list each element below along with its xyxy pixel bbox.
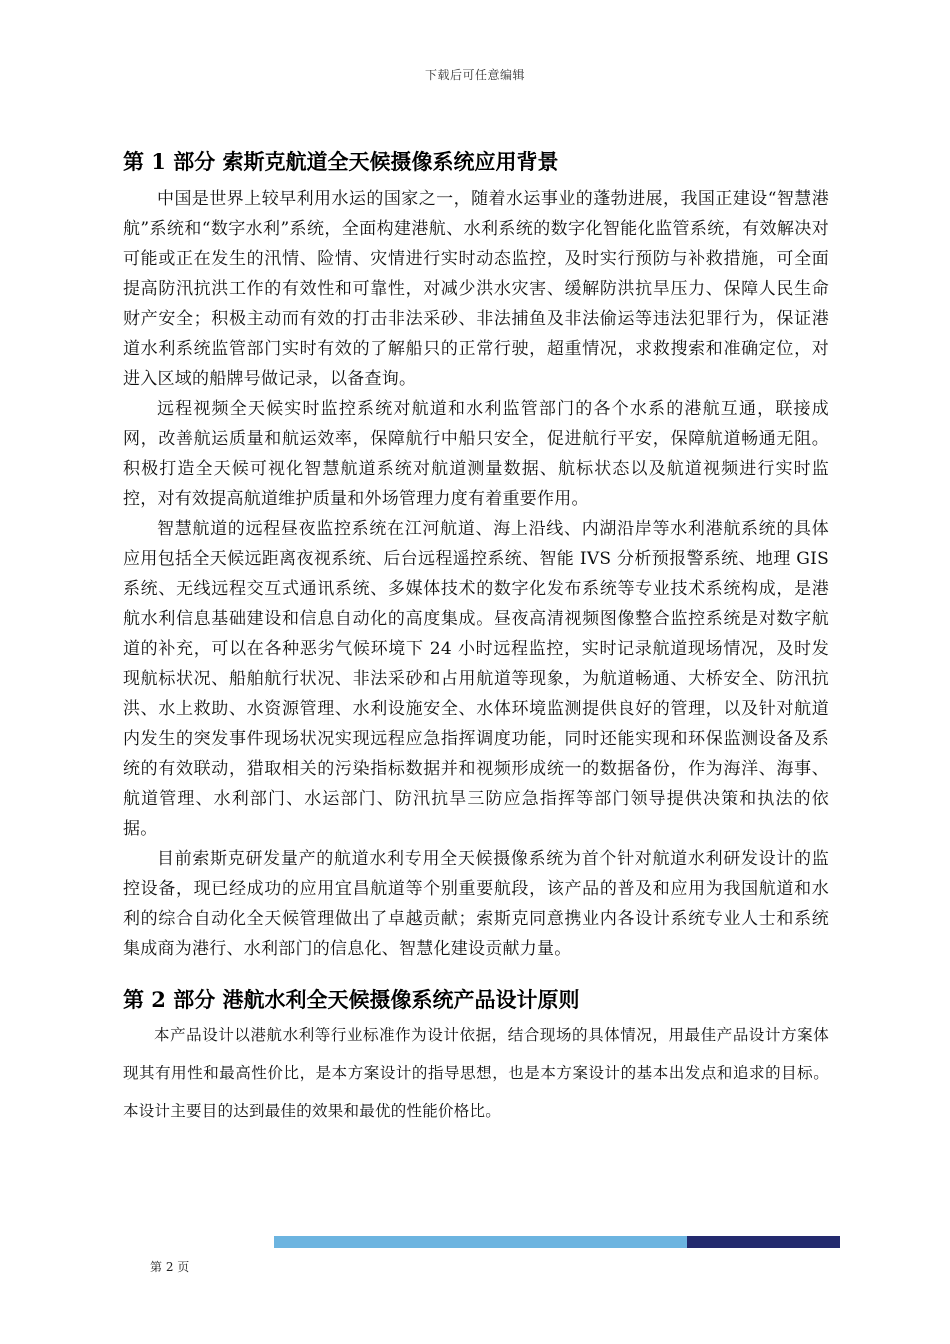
document-body bbox=[123, 146, 829, 1130]
section-2-title: 第 2 部分 港航水利全天候摄像系统产品设计原则 bbox=[123, 987, 580, 1012]
section-1-paragraph-4: 目前索斯克研发量产的航道水利专用全天候摄像系统为首个针对航道水利研发设计的监控设备，现已经成功的应用宜昌航道等个别重要航段，该产品的普及和应用为我国航道和水利的综合自动化全天候管理做出了卓越贡献；索斯克同意携业内各设计系统专业人士和系统集成商为港行、水利部门的信息化、智慧化建设贡献力量。 bbox=[123, 849, 829, 959]
section-1-paragraph-1: 中国是世界上较早利用水运的国家之一，随着水运事业的蓬勃进展，我国正建设“智慧港航”系统和“数字水利”系统，全面构建港航、水利系统的数字化智能化监管系统，有效解决对可能或正在发生的汛情、险情、灾情进行实时动态监控，及时实行预防与补救措施，可全面提高防汛抗洪工作的有效性和可靠性，对减少洪水灾害、缓解防洪抗旱压力、保障人民生命财产安全；积极主动而有效的打击非法采砂、非法捕鱼及非法偷运等违法犯罪行为，保证港道水利系统监管部门实时有效的了解船只的正常行驶，超重情况，求救搜索和准确定位，对进入区域的船牌号做记录，以备查询。 bbox=[123, 189, 829, 389]
footer-decorative-bar bbox=[274, 1236, 840, 1248]
page-header: 下载后可任意编辑 bbox=[424, 68, 525, 82]
section-1 bbox=[123, 146, 829, 964]
section-1-title: 第 1 部分 索斯克航道全天候摄像系统应用背景 bbox=[123, 149, 559, 174]
page-number: 第 2 页 bbox=[150, 1260, 190, 1274]
section-1-paragraph-2: 远程视频全天候实时监控系统对航道和水利监管部门的各个水系的港航互通，联接成网，改善航运质量和航运效率，保障航行中船只安全，促进航行平安，保障航道畅通无阻。积极打造全天候可视化智慧航道系统对航道测量数据、航标状态以及航道视频进行实时监控，对有效提高航道维护质量和外场管理力度有着重要作用。 bbox=[123, 399, 829, 509]
section-1-paragraph-3: 智慧航道的远程昼夜监控系统在江河航道、海上沿线、内湖沿岸等水利港航系统的具体应用包括全天候远距离夜视系统、后台远程遥控系统、智能 IVS 分析预报警系统、地理 GIS 系统、无线远程交互式通讯系统、多媒体技术的数字化发布系统等专业技术系统构成，是港航水利信息基础建设和信息自动化的高度集成。昼夜高清视频图像整合监控系统是对数字航道的补充，可以在各种恶劣气候环境下 24 小时远程监控，实时记录航道现场情况，及时发现航标状况、船舶航行状况、非法采砂和占用航道等现象，为航道畅通、大桥安全、防汛抗洪、水上救助、水资源管理、水利设施安全、水体环境监测提供良好的管理，以及针对航道内发生的突发事件现场状况实现远程应急指挥调度功能，同时还能实现和环保监测设备及系统的有效联动，猎取相关的污染指标数据并和视频形成统一的数据备份，作为海洋、海事、航道管理、水利部门、水运部门、防汛抗旱三防应急指挥等部门领导提供决策和执法的依据。 bbox=[123, 519, 829, 839]
section-2-paragraph-1: 本产品设计以港航水利等行业标准作为设计依据，结合现场的具体情况，用最佳产品设计方案体现其有用性和最高性价比，是本方案设计的指导思想，也是本方案设计的基本出发点和追求的目标。本设计主要目的达到最佳的效果和最优的性能价格比。 bbox=[123, 1026, 829, 1120]
section-2 bbox=[123, 984, 829, 1130]
footer-bar-dark-segment bbox=[687, 1236, 840, 1248]
footer-bar-light-segment bbox=[274, 1236, 687, 1248]
